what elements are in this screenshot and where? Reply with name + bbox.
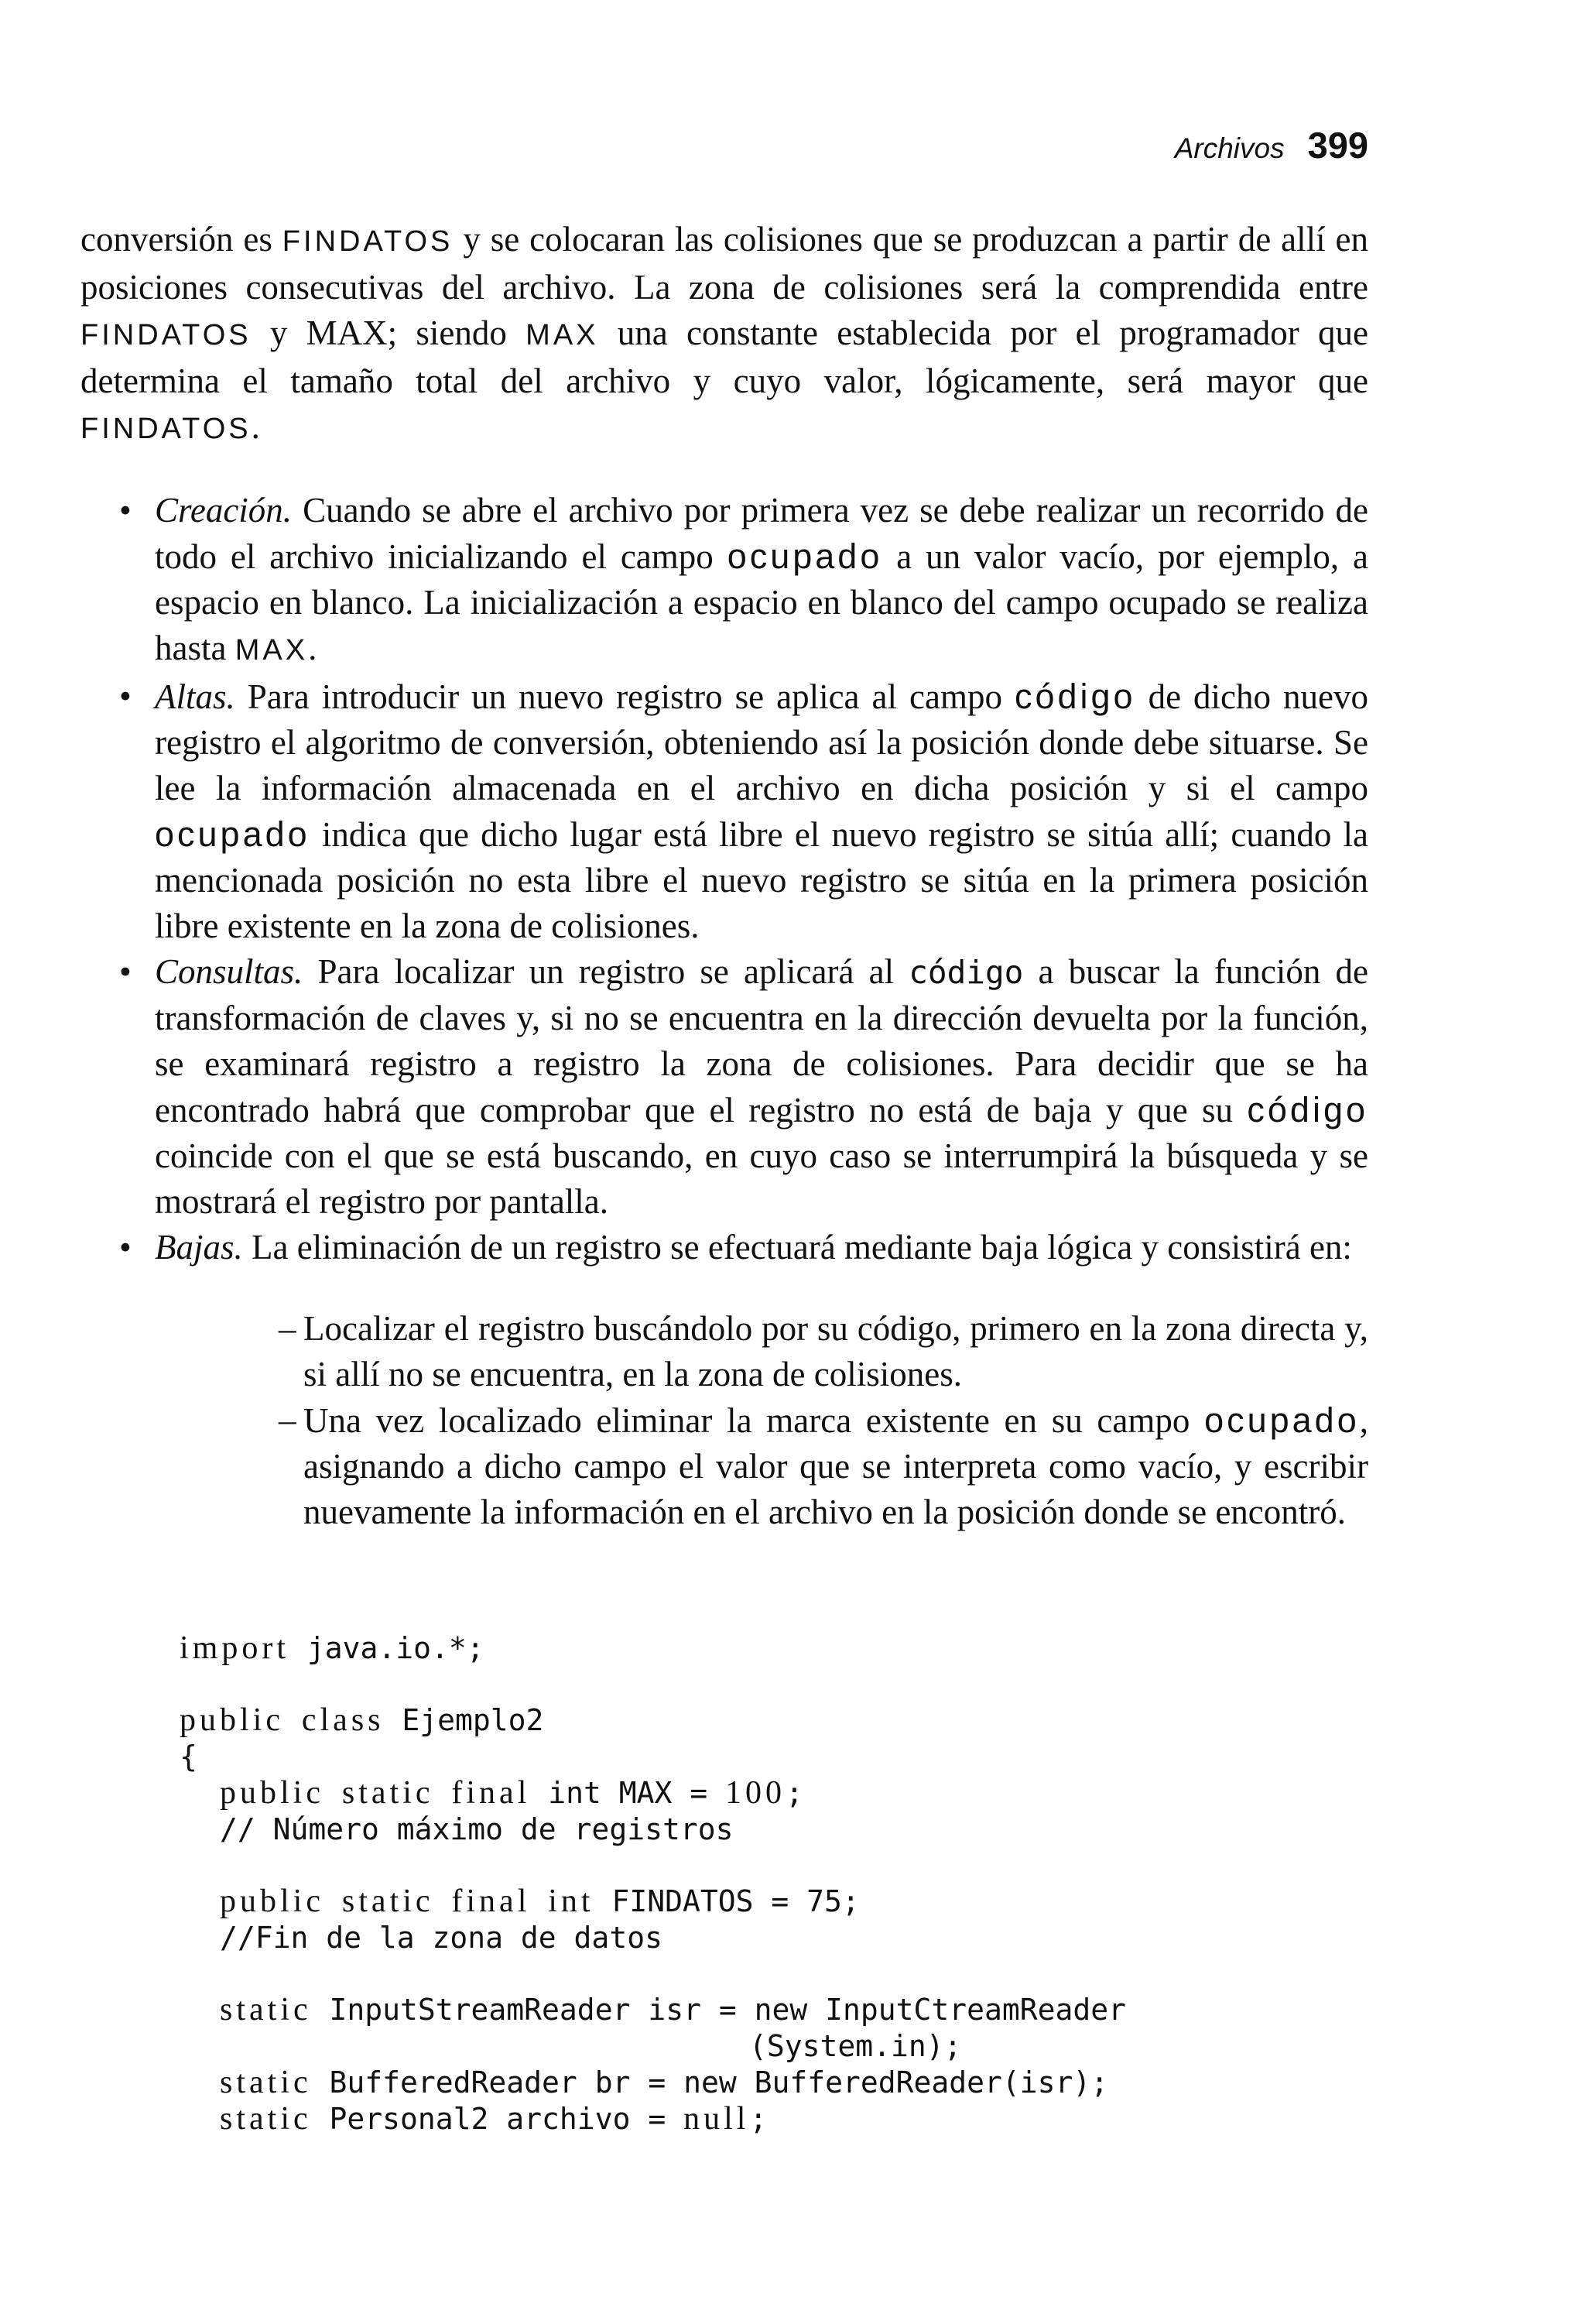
code-token: //Fin de la zona de datos (220, 1921, 662, 1955)
text-run: indica que dicho lugar está libre el nuevo registro se sitúa allí; cuando la mencionada posición no esta libre el nuevo registro se sitúa en la primera posición libre existente en la zona de colisiones. (155, 815, 1368, 945)
sub-list-item (155, 1397, 1368, 1535)
text-run: coincide con el que se está buscando, en cuyo caso se interrumpirá la búsqueda y se mostrará el registro por pantalla. (155, 1136, 1368, 1221)
code-token (324, 1776, 342, 1810)
code-line (180, 1884, 1126, 1920)
code-token: InputStreamReader isr = new InputCtreamReader (311, 1993, 1127, 2027)
code-keyword: class (301, 1702, 385, 1738)
running-header (1175, 124, 1368, 170)
code-keyword: public (220, 1775, 324, 1811)
code-line (180, 1630, 1126, 1667)
code-line (180, 1775, 1126, 1812)
code-token: ; (749, 2102, 768, 2136)
code-token: Personal2 archivo = (311, 2102, 684, 2136)
sub-list-item (155, 1306, 1368, 1397)
code-token: FINDATOS = 75; (594, 1884, 860, 1918)
bullet-list (80, 488, 1368, 1535)
inline-constant: FINDATOS (80, 413, 252, 445)
code-token (434, 1776, 452, 1810)
code-token: (System.in); (749, 2029, 962, 2063)
code-token: java.io.*; (289, 1631, 484, 1665)
text-run: Cuando se abre el archivo por primera vez se debe realizar un recorrido de todo el archivo inicializando el campo (155, 491, 1368, 576)
intro-paragraph (80, 217, 1368, 452)
inline-constant: MAX (234, 634, 309, 667)
inline-constant: FINDATOS (282, 225, 454, 258)
code-keyword: static (220, 2065, 312, 2100)
text-run: una constante establecida por el programador que determina el tamaño total del archivo y cuyo valor, lógicamente, será mayor que (80, 314, 1369, 400)
text-run: a un valor vacío, por ejemplo, a espacio en blanco. La inicialización a espacio en blanco del campo ocupado se realiza hasta (155, 537, 1368, 667)
inline-field-name: código (1014, 677, 1136, 716)
text-run: a buscar la función de transformación de claves y, si no se encuentra en la dirección devuelta por la función, se examinará registro a registro la zona de colisiones. Para decidir que se ha encontrado habrá que comprobar que el registro no está de baja y que su (155, 952, 1368, 1129)
code-keyword: int (548, 1884, 594, 1919)
code-token: Ejemplo2 (384, 1703, 544, 1737)
code-token (434, 1884, 452, 1918)
text-run: La eliminación de un registro se efectuará mediante baja lógica y consistirá en: (242, 1228, 1352, 1267)
code-line (180, 1739, 1126, 1775)
bullet-marker: • (119, 1228, 132, 1267)
code-line (180, 1812, 1126, 1848)
code-keyword: public (220, 1884, 324, 1919)
inline-field-name: código (1247, 1090, 1368, 1129)
text-run: . (251, 407, 260, 446)
inline-field-name: ocupado (1204, 1400, 1360, 1440)
bullet-term: Bajas. (155, 1228, 243, 1267)
code-token: { (180, 1740, 197, 1774)
header-section-title: Archivos (1174, 132, 1285, 164)
code-keyword: static (220, 2101, 312, 2137)
text-run: y se colocaran las colisiones que se produzcan a partir de allí en posiciones consecutivas del archivo. La zona de colisiones será la comprendida entre (80, 220, 1369, 307)
bullet-item (80, 1225, 1368, 1535)
code-line (180, 1702, 1126, 1739)
code-token: BufferedReader br = new BufferedReader(isr); (311, 2065, 1109, 2099)
page-number: 399 (1307, 125, 1368, 166)
code-keyword: final (451, 1775, 531, 1811)
bullet-term: Consultas. (155, 952, 303, 991)
bullet-marker: • (119, 491, 132, 530)
code-keyword: static (220, 1992, 312, 2028)
inline-constant: FINDATOS (80, 319, 252, 351)
code-keyword: 100 (725, 1775, 786, 1811)
code-token: int MAX = (530, 1776, 726, 1810)
text-run: Una vez localizado eliminar la marca existente en su campo (303, 1401, 1205, 1440)
sub-list (155, 1306, 1368, 1535)
bullet-item (80, 674, 1368, 949)
inline-field-name: ocupado (155, 814, 310, 854)
code-blank-line (180, 1956, 1126, 1992)
body-text (80, 217, 1368, 1535)
text-run: conversión es (80, 220, 282, 259)
code-keyword: public (180, 1702, 284, 1738)
code-token (530, 1884, 548, 1918)
bullet-term: Creación. (155, 491, 293, 530)
text-run: . (308, 629, 317, 667)
inline-constant: MAX (525, 319, 599, 351)
code-listing (180, 1630, 1126, 2137)
code-keyword: static (341, 1775, 434, 1811)
code-token: // Número máximo de registros (220, 1812, 734, 1846)
code-line (180, 2101, 1126, 2137)
code-line (180, 2028, 1126, 2065)
dash-marker: – (279, 1400, 296, 1439)
code-blank-line (180, 1848, 1126, 1884)
code-line (180, 2065, 1126, 2101)
code-line (180, 1920, 1126, 1956)
text-run: Para introducir un nuevo registro se aplica al campo (234, 677, 1015, 716)
text-run: Para localizar un registro se aplicará al (303, 952, 909, 991)
code-keyword: static (341, 1884, 434, 1919)
code-keyword: null (683, 2101, 750, 2137)
code-token (324, 1884, 342, 1918)
bullet-item (80, 488, 1368, 674)
inline-code: código (909, 954, 1024, 991)
code-blank-line (180, 1667, 1126, 1702)
text-run: , asignando a dicho campo el valor que se interpreta como vacío, y escribir nuevamente la información en el archivo en la posición donde se encontró. (303, 1401, 1368, 1531)
dash-marker: – (279, 1309, 296, 1348)
code-keyword: import (180, 1630, 289, 1666)
code-keyword: final (451, 1884, 531, 1919)
bullet-term: Altas. (155, 677, 235, 716)
bullet-marker: • (119, 677, 132, 715)
code-token (284, 1703, 302, 1737)
text-run: de dicho nuevo registro el algoritmo de conversión, obteniendo así la posición donde debe situarse. Se lee la información almacenada en el archivo en dicha posición y si el campo (155, 677, 1369, 807)
bullet-marker: • (119, 952, 132, 991)
code-token: ; (786, 1776, 803, 1810)
text-run: y MAX; siendo (251, 314, 526, 352)
inline-field-name: ocupado (727, 536, 883, 576)
bullet-item (80, 949, 1368, 1225)
code-line (180, 1992, 1126, 2028)
text-run: Localizar el registro buscándolo por su código, primero en la zona directa y, si allí no se encuentra, en la zona de colisiones. (303, 1309, 1368, 1393)
